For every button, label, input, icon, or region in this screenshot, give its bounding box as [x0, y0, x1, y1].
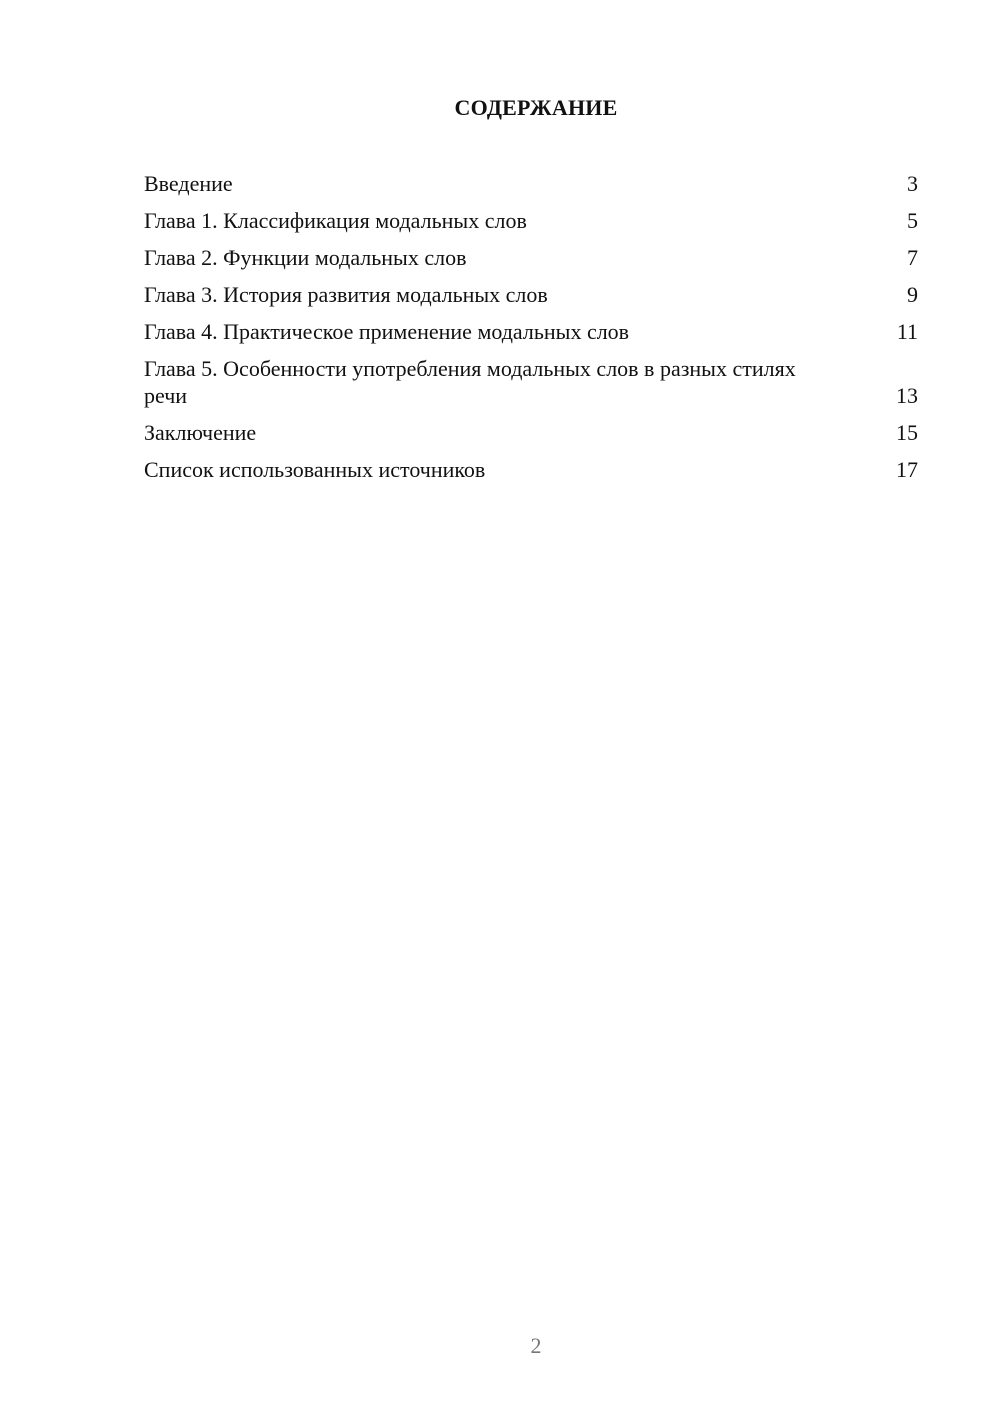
- toc-entry-label: Глава 5. Особенности употребления модальных слов в разных стилях речи: [144, 356, 796, 408]
- toc-entry-label: Глава 4. Практическое применение модальных слов: [144, 319, 630, 344]
- toc-entry: [144, 456, 918, 483]
- toc-entry-page: 13: [896, 383, 918, 408]
- toc-entry-page: 9: [907, 282, 918, 307]
- toc-entry-page: 11: [896, 319, 918, 344]
- toc-entry-label: Заключение: [144, 420, 257, 445]
- toc-entry: [144, 419, 918, 446]
- toc-entry-page: 17: [896, 457, 918, 482]
- toc-entry: [144, 318, 918, 345]
- toc-entry: [144, 170, 918, 197]
- toc-entry-label: Глава 3. История развития модальных слов: [144, 282, 548, 307]
- toc-entry: [144, 355, 918, 409]
- toc-entry-label: Глава 2. Функции модальных слов: [144, 245, 467, 270]
- toc-entry-page: 5: [907, 208, 918, 233]
- toc-entry: [144, 244, 918, 271]
- toc-entry: [144, 207, 918, 234]
- toc-entry-page: 15: [896, 420, 918, 445]
- toc-entry-page: 7: [907, 245, 918, 270]
- toc-title: СОДЕРЖАНИЕ: [454, 95, 618, 120]
- toc-entry-label: Список использованных источников: [144, 457, 486, 482]
- toc-entry: [144, 281, 918, 308]
- toc-entry-label: Глава 1. Классификация модальных слов: [144, 208, 527, 233]
- toc-list: [144, 170, 918, 493]
- toc-entry-page: 3: [907, 171, 918, 196]
- page-number: 2: [530, 1333, 542, 1358]
- toc-entry-label: Введение: [144, 171, 233, 196]
